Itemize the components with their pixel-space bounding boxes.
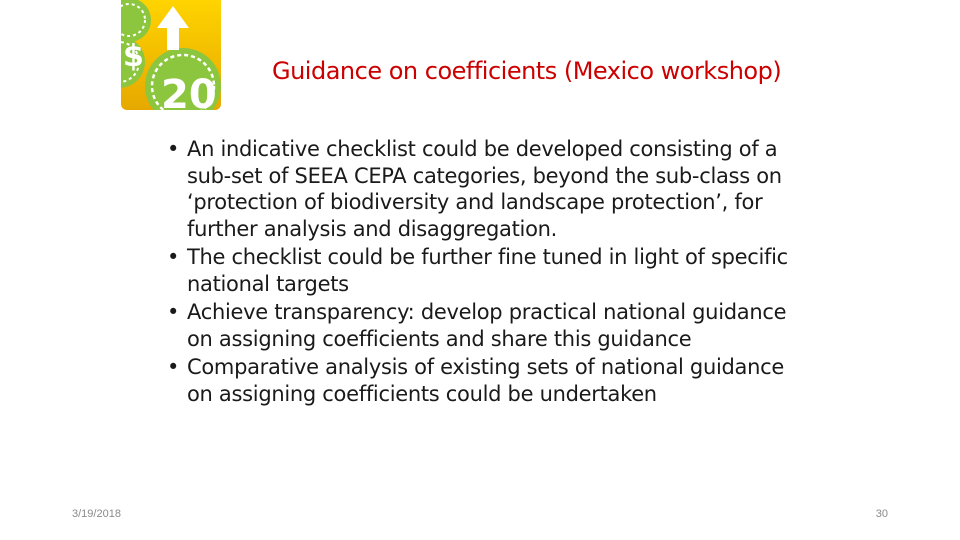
bullet-list bbox=[167, 136, 807, 409]
footer-date: 3/19/2018 bbox=[72, 508, 121, 520]
bullet-item: • The checklist could be further fine tuned in light of specific national targets bbox=[167, 244, 807, 297]
bullet-item: • Comparative analysis of existing sets of national guidance on assigning coefficients could be undertaken bbox=[167, 354, 807, 407]
dollar-twenty-logo bbox=[121, 0, 221, 110]
bullet-item: • Achieve transparency: develop practical national guidance on assigning coefficients and share this guidance bbox=[167, 299, 807, 352]
logo-number: 20 bbox=[161, 72, 217, 110]
slide-title: Guidance on coefficients (Mexico workshop) bbox=[272, 57, 782, 85]
bullet-item: • An indicative checklist could be developed consisting of a sub-set of SEEA CEPA categories, beyond the sub-class on ‘protection of biodiversity and landscape protection’, for further analysis and disaggregation. bbox=[167, 136, 807, 242]
svg-text:$: $ bbox=[123, 39, 144, 74]
page-number: 30 bbox=[875, 508, 888, 520]
